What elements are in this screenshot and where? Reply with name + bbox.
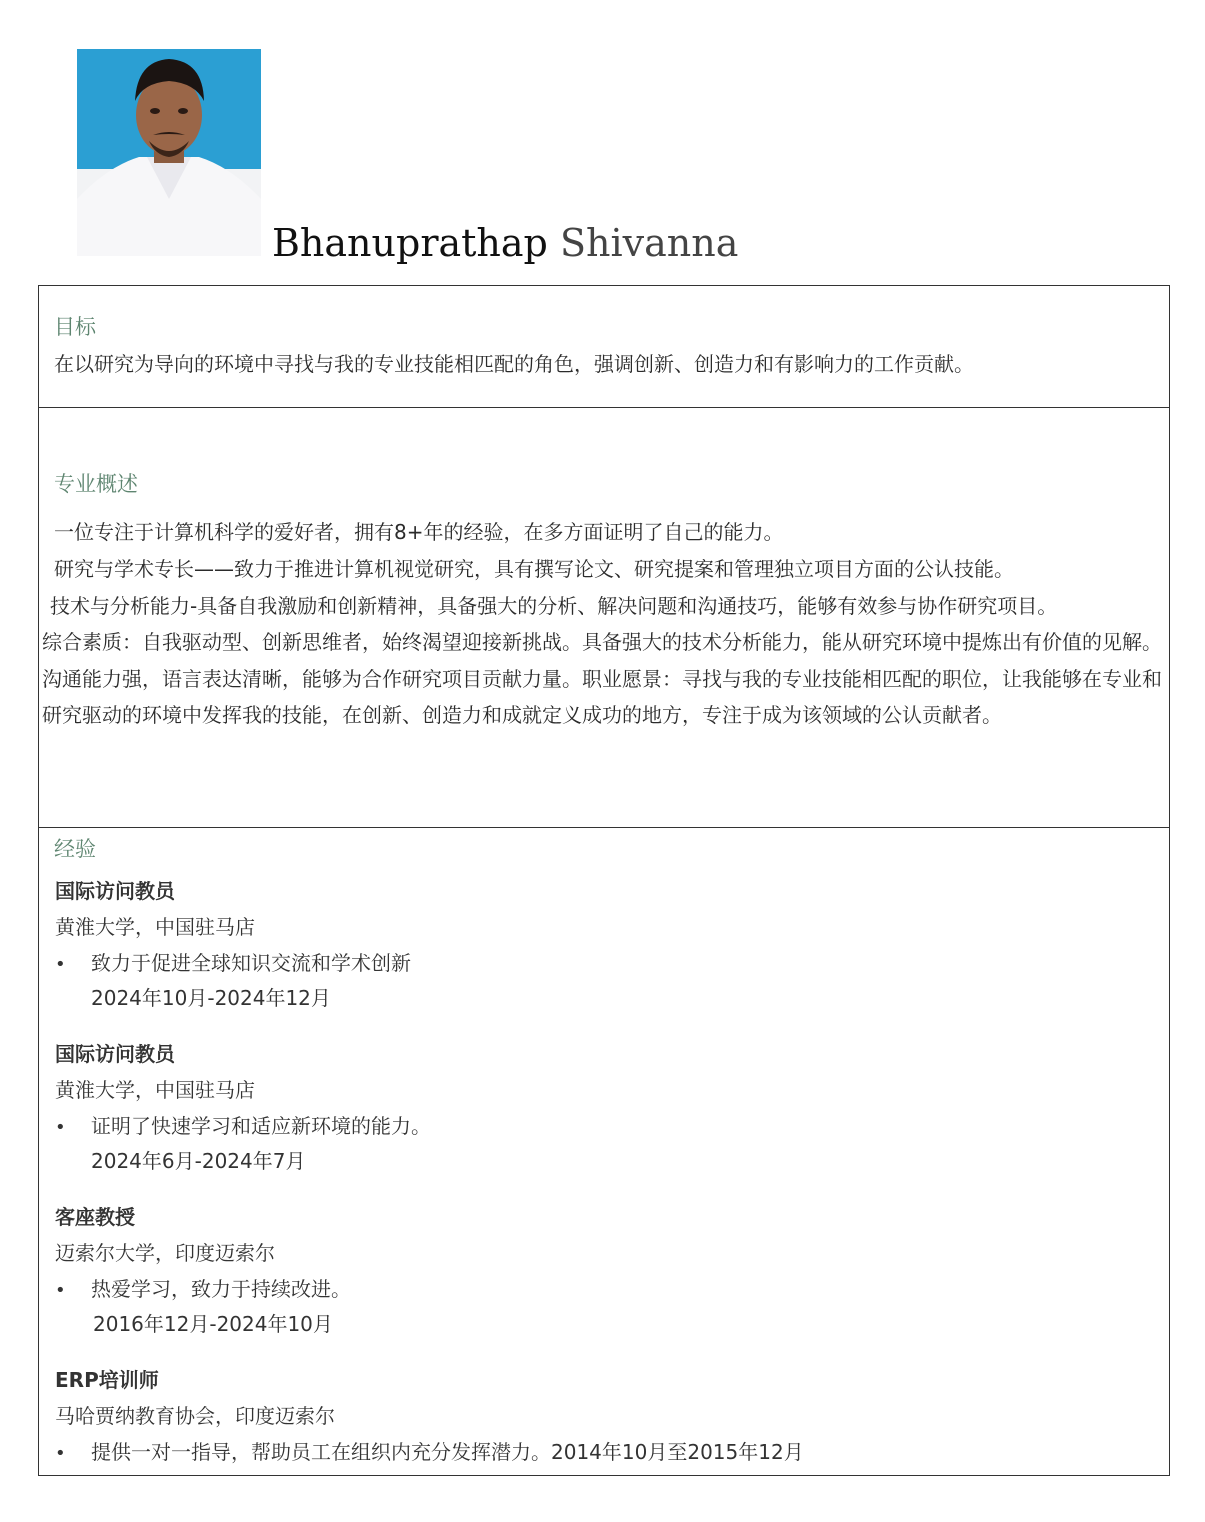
experience-section — [38, 827, 1170, 1476]
job-bullet-text: 热爱学习，致力于持续改进。 — [91, 1277, 351, 1301]
job-date: 2024年6月-2024年7月 — [91, 1149, 306, 1173]
objective-section — [38, 285, 1170, 408]
job-bullet — [55, 1112, 431, 1142]
person-portrait-icon — [77, 49, 261, 256]
bullet-icon: • — [55, 1443, 66, 1464]
bullet-icon: • — [55, 1117, 66, 1138]
last-name: Shivanna — [559, 221, 739, 265]
job-bullet — [55, 949, 411, 979]
summary-line-2: 研究与学术专长——致力于推进计算机视觉研究，具有撰写论文、研究提案和管理独立项目方面的公认技能。 — [54, 557, 1014, 581]
candidate-name — [272, 218, 738, 268]
summary-section — [38, 407, 1170, 828]
job-organization: 黄淮大学，中国驻马店 — [55, 1078, 255, 1102]
summary-line-3: 技术与分析能力-具备自我激励和创新精神，具备强大的分析、解决问题和沟通技巧，能够有效参与协作研究项目。 — [50, 594, 1058, 618]
job-title: 客座教授 — [55, 1205, 135, 1229]
job-organization: 马哈贾纳教育协会，印度迈索尔 — [55, 1404, 335, 1428]
job-organization: 迈索尔大学，印度迈索尔 — [55, 1241, 275, 1265]
profile-photo — [77, 49, 261, 256]
job-title: 国际访问教员 — [55, 1042, 175, 1066]
job-bullet-text: 致力于促进全球知识交流和学术创新 — [91, 951, 411, 975]
job-date: 2024年10月-2024年12月 — [91, 986, 331, 1010]
bullet-icon: • — [55, 954, 66, 975]
job-title: ERP培训师 — [55, 1368, 159, 1392]
objective-text: 在以研究为导向的环境中寻找与我的专业技能相匹配的角色，强调创新、创造力和有影响力的工作贡献。 — [54, 352, 974, 376]
job-bullet — [55, 1275, 351, 1305]
summary-heading: 专业概述 — [54, 472, 138, 496]
job-date: 2016年12月-2024年10月 — [93, 1312, 333, 1336]
summary-paragraph: 综合素质：自我驱动型、创新思维者，始终渴望迎接新挑战。具备强大的技术分析能力，能从研究环境中提炼出有价值的见解。沟通能力强，语言表达清晰，能够为合作研究项目贡献力量。职业愿景：寻找与我的专业技能相匹配的职位，让我能够在专业和研究驱动的环境中发挥我的技能，在创新、创造力和成就定义成功的地方，专注于成为该领域的公认贡献者。 — [42, 630, 1162, 727]
bullet-icon: • — [55, 1280, 66, 1301]
job-bullet-text: 证明了快速学习和适应新环境的能力。 — [91, 1114, 431, 1138]
summary-line-1: 一位专注于计算机科学的爱好者，拥有8+年的经验，在多方面证明了自己的能力。 — [54, 520, 784, 544]
job-bullet-text: 提供一对一指导，帮助员工在组织内充分发挥潜力。2014年10月至2015年12月 — [91, 1440, 804, 1464]
job-organization: 黄淮大学，中国驻马店 — [55, 915, 255, 939]
job-bullet — [55, 1438, 804, 1468]
objective-heading: 目标 — [54, 315, 96, 339]
first-name: Bhanuprathap — [272, 221, 548, 265]
experience-heading: 经验 — [54, 837, 96, 861]
job-title: 国际访问教员 — [55, 879, 175, 903]
